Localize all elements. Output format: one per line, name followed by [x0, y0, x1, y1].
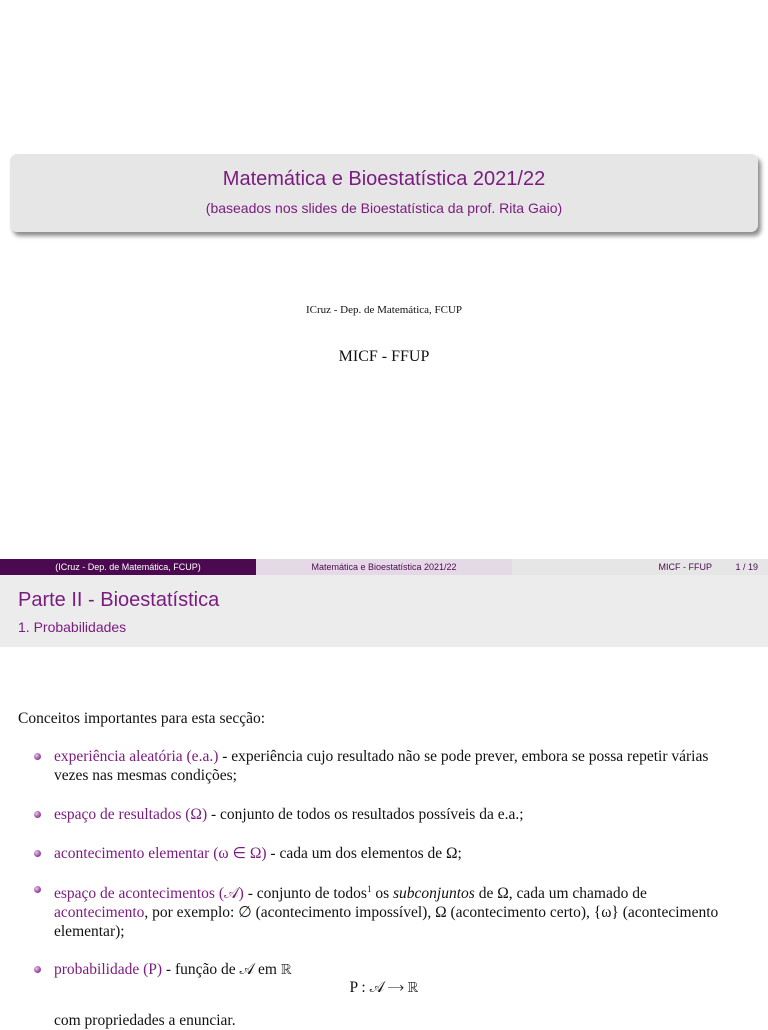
term: espaço de acontecimentos (𝒜)	[54, 885, 244, 903]
frame-subtitle: 1. Probabilidades	[18, 619, 127, 635]
term: espaço de resultados (Ω)	[54, 806, 208, 823]
footline	[0, 559, 768, 575]
presentation-title: Matemática e Bioestatística 2021/22	[222, 168, 546, 190]
title-box	[10, 154, 758, 232]
closing-text: com propriedades a enunciar.	[54, 1012, 236, 1029]
italic-term: subconjuntos	[393, 885, 475, 903]
list-item	[54, 805, 744, 824]
intro-text: Conceitos importantes para esta secção:	[18, 710, 266, 727]
page-number: 1 / 19	[735, 562, 758, 572]
footline-title: Matemática e Bioestatística 2021/22	[256, 559, 512, 575]
footline-right	[512, 559, 768, 575]
bullet-icon	[34, 886, 41, 893]
term: experiência aleatória (e.a.)	[54, 748, 219, 765]
list-item	[54, 880, 744, 941]
term: acontecimento elementar (ω ∈ Ω)	[54, 845, 267, 862]
definition: - conjunto de todos	[243, 885, 367, 903]
frame-content	[0, 647, 768, 1029]
list-item	[54, 747, 744, 785]
definition: - experiência cujo resultado não se pode prever, embora se possa repetir várias vezes nas mesmas condições;	[54, 748, 709, 784]
frame-title: Parte II - Bioestatística	[18, 589, 220, 611]
term: probabilidade (P)	[54, 961, 163, 978]
definition-part: os	[371, 885, 393, 903]
footline-institute: MICF - FFUP	[658, 562, 712, 572]
definition: - conjunto de todos os resultados possíveis da e.a.;	[207, 806, 524, 823]
presentation-subtitle: (baseados nos slides de Bioestatística da prof. Rita Gaio)	[205, 200, 563, 216]
footnote-mark: 1	[366, 884, 372, 894]
definition: - função de 𝒜 em ℝ	[162, 961, 292, 978]
list-item	[54, 960, 744, 979]
term-acontecimento: acontecimento	[54, 904, 145, 922]
definition-part: de Ω, cada um chamado de	[474, 885, 647, 903]
bullet-icon	[34, 753, 41, 760]
bullet-icon	[34, 850, 41, 857]
bullet-icon	[34, 811, 41, 818]
frame-header	[0, 575, 768, 647]
display-formula: P : 𝒜 ⟶ ℝ	[349, 979, 419, 996]
definition-part: , por exemplo: ∅ (acontecimento impossível), Ω (acontecimento certo), {ω} (acontecimento elementar);	[54, 904, 719, 941]
institute: MICF - FFUP	[338, 348, 430, 365]
footline-author: (ICruz - Dep. de Matemática, FCUP)	[0, 559, 256, 575]
bullet-icon	[34, 966, 41, 973]
definition: - cada um dos elementos de Ω;	[266, 845, 462, 862]
author: ICruz - Dep. de Matemática, FCUP	[305, 304, 463, 316]
list-item	[54, 844, 744, 863]
